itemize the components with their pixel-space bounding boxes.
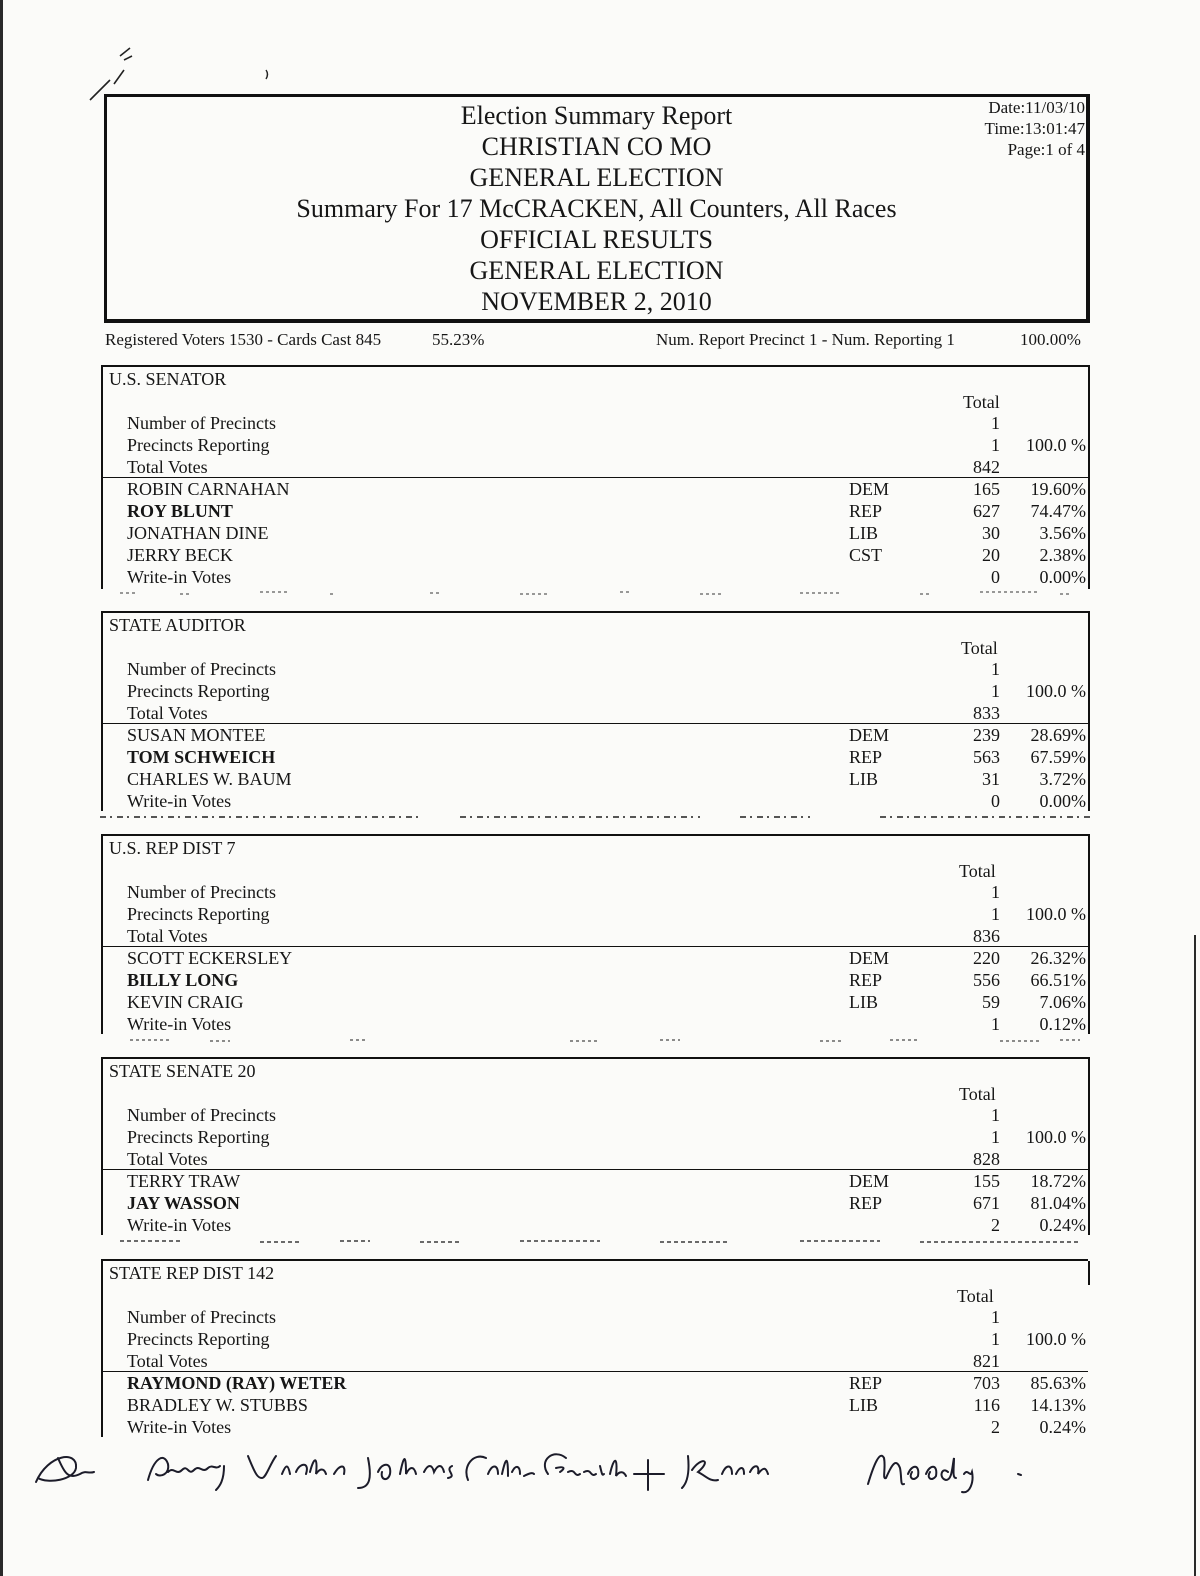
candidate-name: BRADLEY W. STUBBS: [127, 1395, 308, 1415]
candidate-name: ROY BLUNT: [127, 501, 233, 521]
precincts-reporting-label: Precincts Reporting: [127, 435, 270, 455]
election-name-repeat: GENERAL ELECTION: [469, 256, 724, 285]
scan-speckle: [100, 1237, 1090, 1245]
candidate-name: Write-in Votes: [127, 791, 232, 811]
candidate-party: DEM: [849, 725, 889, 745]
candidate-party: LIB: [849, 992, 878, 1012]
candidate-votes: 2: [991, 1215, 1000, 1235]
candidate-percent: 0.00%: [1039, 567, 1086, 587]
num-precincts-label: Number of Precincts: [127, 1105, 276, 1125]
race-state-rep-dist-142: [101, 1259, 1088, 1437]
candidate-name: TERRY TRAW: [127, 1171, 241, 1191]
candidate-row: [103, 790, 1088, 812]
num-precincts-label: Number of Precincts: [127, 1307, 276, 1327]
candidate-percent: 0.12%: [1039, 1014, 1086, 1034]
scan-left-edge: [0, 0, 3, 1576]
candidate-name: Write-in Votes: [127, 1014, 232, 1034]
total-column-header: Total: [959, 861, 996, 881]
candidate-row: [103, 1192, 1088, 1214]
report-title: Election Summary Report: [460, 101, 733, 130]
candidate-row: [103, 947, 1088, 969]
total-votes-label: Total Votes: [127, 703, 208, 723]
candidate-percent: 81.04%: [1030, 1193, 1086, 1213]
candidate-votes: 556: [973, 970, 1000, 990]
total-votes-label: Total Votes: [127, 1351, 208, 1371]
candidate-votes: 627: [973, 501, 1000, 521]
precincts-reporting-value: 1: [991, 681, 1000, 701]
candidate-votes: 31: [982, 769, 1000, 789]
candidate-percent: 67.59%: [1030, 747, 1086, 767]
num-precincts-value: 1: [991, 882, 1000, 902]
num-precincts-label: Number of Precincts: [127, 413, 276, 433]
candidate-percent: 18.72%: [1030, 1171, 1086, 1191]
page-number: Page:1 of 4: [1007, 140, 1085, 159]
candidate-row: [103, 746, 1088, 768]
candidate-row: [103, 768, 1088, 790]
reporting-percent: 100.0 %: [1026, 1127, 1086, 1147]
candidate-party: CST: [849, 545, 883, 565]
scan-speckle: [100, 1036, 1090, 1044]
candidate-party: REP: [849, 1373, 883, 1393]
race-title: STATE AUDITOR: [109, 615, 246, 635]
candidate-party: LIB: [849, 1395, 878, 1415]
candidate-name: TOM SCHWEICH: [127, 747, 276, 767]
num-precincts-value: 1: [991, 1307, 1000, 1327]
precincts-reporting-label: Precincts Reporting: [127, 1329, 270, 1349]
race-us-senator: [101, 365, 1090, 589]
scan-speckle: [100, 813, 1090, 821]
candidate-percent: 14.13%: [1030, 1395, 1086, 1415]
candidate-row: [103, 969, 1088, 991]
candidate-row: [103, 478, 1088, 500]
candidate-name: SUSAN MONTEE: [127, 725, 266, 745]
candidate-party: REP: [849, 970, 883, 990]
candidate-row: [103, 522, 1088, 544]
candidate-name: ROBIN CARNAHAN: [127, 479, 290, 499]
candidate-votes: 0: [991, 791, 1000, 811]
candidate-votes: 671: [973, 1193, 1000, 1213]
candidate-votes: 20: [982, 545, 1000, 565]
precincts-reporting-label: Precincts Reporting: [127, 681, 270, 701]
report-date: Date:11/03/10: [988, 98, 1085, 117]
candidate-votes: 703: [973, 1373, 1000, 1393]
candidate-row: [103, 544, 1088, 566]
election-name: GENERAL ELECTION: [469, 163, 724, 192]
report-time: Time:13:01:47: [984, 119, 1085, 138]
registered-voters: Registered Voters 1530 - Cards Cast 845: [105, 330, 382, 349]
precincts-reporting-value: 1: [991, 1127, 1000, 1147]
race-title: U.S. SENATOR: [109, 369, 227, 389]
candidate-votes: 563: [973, 747, 1000, 767]
candidate-row: [103, 724, 1088, 746]
candidate-row: [103, 1013, 1088, 1035]
candidate-row: [103, 1394, 1088, 1416]
candidate-percent: 3.72%: [1039, 769, 1086, 789]
candidate-percent: 28.69%: [1030, 725, 1086, 745]
race-state-auditor: [101, 611, 1090, 811]
candidate-name: Write-in Votes: [127, 567, 232, 587]
race-title: STATE SENATE 20: [109, 1061, 256, 1081]
reporting-percent: 100.0 %: [1026, 1329, 1086, 1349]
race-state-senate-20: [101, 1057, 1090, 1235]
county-name: CHRISTIAN CO MO: [481, 132, 712, 161]
precincts-reporting-summary: Num. Report Precinct 1 - Num. Reporting 1: [656, 330, 955, 349]
candidate-percent: 74.47%: [1030, 501, 1086, 521]
total-votes-label: Total Votes: [127, 1149, 208, 1169]
race-title: U.S. REP DIST 7: [109, 838, 236, 858]
candidate-party: DEM: [849, 479, 889, 499]
precincts-reporting-value: 1: [991, 1329, 1000, 1349]
box-corner: [1088, 1261, 1090, 1285]
candidate-row: [103, 566, 1088, 588]
candidate-percent: 85.63%: [1030, 1373, 1086, 1393]
total-votes-label: Total Votes: [127, 926, 208, 946]
candidate-name: Write-in Votes: [127, 1417, 232, 1437]
precincts-reporting-label: Precincts Reporting: [127, 1127, 270, 1147]
reporting-percent: 100.0 %: [1026, 435, 1086, 455]
candidate-votes: 116: [973, 1395, 1000, 1415]
candidate-party: LIB: [849, 523, 878, 543]
total-column-header: Total: [957, 1286, 994, 1306]
candidate-percent: 7.06%: [1039, 992, 1086, 1012]
candidate-name: RAYMOND (RAY) WETER: [127, 1373, 347, 1393]
precincts-reporting-value: 1: [991, 904, 1000, 924]
candidate-row: [103, 1416, 1088, 1438]
race-title: STATE REP DIST 142: [109, 1263, 275, 1283]
candidate-name: SCOTT ECKERSLEY: [127, 948, 293, 968]
candidate-party: DEM: [849, 948, 889, 968]
candidate-name: JAY WASSON: [127, 1193, 240, 1213]
candidate-votes: 220: [973, 948, 1000, 968]
candidate-name: JONATHAN DINE: [127, 523, 269, 543]
summary-for: Summary For 17 McCRACKEN, All Counters, All Races: [296, 194, 897, 223]
results-status: OFFICIAL RESULTS: [480, 225, 713, 254]
reporting-percent: 100.00%: [1020, 330, 1081, 349]
candidate-party: LIB: [849, 769, 878, 789]
total-column-header: Total: [959, 1084, 996, 1104]
candidate-votes: 155: [973, 1171, 1000, 1191]
scan-speckle: [100, 589, 1090, 597]
candidate-percent: 0.24%: [1039, 1215, 1086, 1235]
candidate-row: [103, 1372, 1088, 1394]
candidate-percent: 0.00%: [1039, 791, 1086, 811]
candidate-percent: 0.24%: [1039, 1417, 1086, 1437]
election-date: NOVEMBER 2, 2010: [481, 287, 712, 316]
candidate-votes: 165: [973, 479, 1000, 499]
candidate-name: Write-in Votes: [127, 1215, 232, 1235]
candidate-party: REP: [849, 1193, 883, 1213]
total-column-header: Total: [963, 392, 1000, 412]
total-votes-value: 842: [973, 457, 1000, 477]
candidate-votes: 0: [991, 567, 1000, 587]
candidate-votes: 2: [991, 1417, 1000, 1437]
num-precincts-value: 1: [991, 1105, 1000, 1125]
total-column-header: Total: [961, 638, 998, 658]
candidate-row: [103, 1170, 1088, 1192]
candidate-votes: 59: [982, 992, 1000, 1012]
total-votes-label: Total Votes: [127, 457, 208, 477]
reporting-percent: 100.0 %: [1026, 904, 1086, 924]
candidate-percent: 66.51%: [1030, 970, 1086, 990]
num-precincts-label: Number of Precincts: [127, 659, 276, 679]
candidate-row: [103, 500, 1088, 522]
precincts-reporting-value: 1: [991, 435, 1000, 455]
scan-right-edge: [1194, 935, 1196, 1576]
total-votes-value: 821: [973, 1351, 1000, 1371]
candidate-name: CHARLES W. BAUM: [127, 769, 292, 789]
candidate-name: BILLY LONG: [127, 970, 239, 990]
candidate-party: REP: [849, 501, 883, 521]
candidate-votes: 1: [991, 1014, 1000, 1034]
candidate-row: [103, 1214, 1088, 1236]
report-header: [104, 94, 1090, 323]
candidate-name: KEVIN CRAIG: [127, 992, 244, 1012]
candidate-votes: 239: [973, 725, 1000, 745]
num-precincts-value: 1: [991, 413, 1000, 433]
candidate-name: JERRY BECK: [127, 545, 233, 565]
candidate-votes: 30: [982, 523, 1000, 543]
candidate-percent: 26.32%: [1030, 948, 1086, 968]
candidate-party: DEM: [849, 1171, 889, 1191]
signatures-handwritten: [28, 1444, 1028, 1494]
num-precincts-label: Number of Precincts: [127, 882, 276, 902]
turnout-percent: 55.23%: [432, 330, 485, 349]
total-votes-value: 828: [973, 1149, 1000, 1169]
candidate-party: REP: [849, 747, 883, 767]
candidate-percent: 19.60%: [1030, 479, 1086, 499]
num-precincts-value: 1: [991, 659, 1000, 679]
candidate-row: [103, 991, 1088, 1013]
candidate-percent: 3.56%: [1039, 523, 1086, 543]
precincts-reporting-label: Precincts Reporting: [127, 904, 270, 924]
race-us-rep-dist-7: [101, 834, 1090, 1034]
candidate-percent: 2.38%: [1039, 545, 1086, 565]
reporting-percent: 100.0 %: [1026, 681, 1086, 701]
total-votes-value: 833: [973, 703, 1000, 723]
total-votes-value: 836: [973, 926, 1000, 946]
